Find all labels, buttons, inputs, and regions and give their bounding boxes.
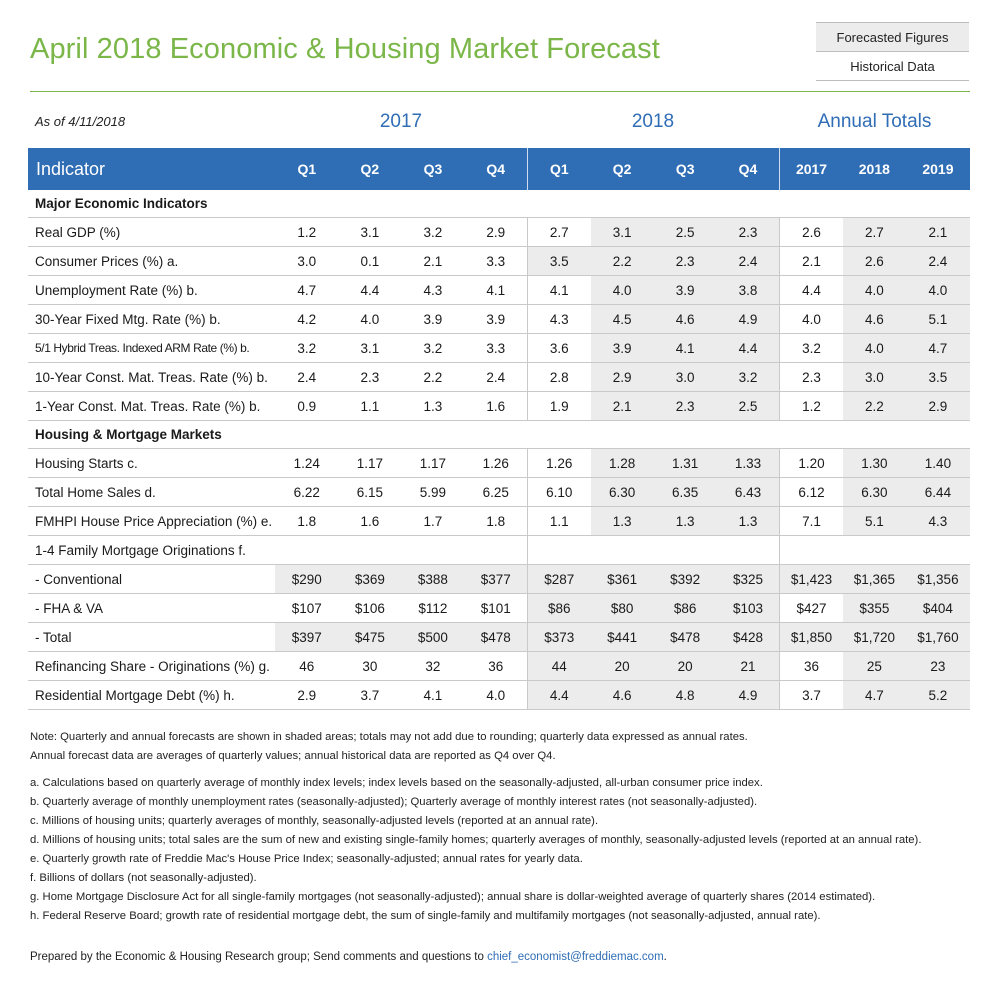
year-header-annual: Annual Totals bbox=[817, 111, 932, 132]
table-cell: 1.7 bbox=[401, 507, 464, 536]
table-row bbox=[28, 681, 970, 710]
table-cell: 2.1 bbox=[906, 218, 970, 247]
table-cell: 4.6 bbox=[591, 681, 654, 710]
table-cell: 3.8 bbox=[717, 276, 780, 305]
table-cell: 2.9 bbox=[591, 363, 654, 392]
table-cell: 6.30 bbox=[843, 478, 906, 507]
table-cell: $373 bbox=[528, 623, 591, 652]
column-header: Q3 bbox=[654, 148, 717, 190]
table-cell: $388 bbox=[401, 565, 464, 594]
table-cell: 2.4 bbox=[275, 363, 338, 392]
table-cell: 4.3 bbox=[401, 276, 464, 305]
table-cell: 1.6 bbox=[338, 507, 401, 536]
table-cell: $290 bbox=[275, 565, 338, 594]
table-body bbox=[28, 190, 970, 710]
table-row bbox=[28, 594, 970, 623]
table-cell: 6.30 bbox=[591, 478, 654, 507]
table-cell: $478 bbox=[654, 623, 717, 652]
legend-historical: Historical Data bbox=[816, 52, 969, 81]
column-header: Q1 bbox=[528, 148, 591, 190]
table-cell: $86 bbox=[654, 594, 717, 623]
table-cell: $377 bbox=[464, 565, 527, 594]
table-cell: 5.1 bbox=[906, 305, 970, 334]
table-cell: 4.4 bbox=[780, 276, 843, 305]
column-header: Q4 bbox=[464, 148, 527, 190]
table-cell: 1.31 bbox=[654, 449, 717, 478]
row-label: 30-Year Fixed Mtg. Rate (%) b. bbox=[28, 305, 275, 334]
forecast-table bbox=[28, 148, 970, 710]
table-cell: 36 bbox=[780, 652, 843, 681]
legend bbox=[816, 22, 969, 81]
table-cell: 2.4 bbox=[717, 247, 780, 276]
column-header: Q3 bbox=[401, 148, 464, 190]
table-cell: 4.7 bbox=[843, 681, 906, 710]
table-row bbox=[28, 363, 970, 392]
year-header-2018: 2018 bbox=[631, 111, 675, 132]
table-cell: $1,365 bbox=[843, 565, 906, 594]
table-cell: 3.9 bbox=[464, 305, 527, 334]
table-cell: 3.2 bbox=[780, 334, 843, 363]
table-cell: 1.6 bbox=[464, 392, 527, 421]
table-cell: 3.2 bbox=[717, 363, 780, 392]
table-cell: 3.1 bbox=[591, 218, 654, 247]
table-cell: 1.40 bbox=[906, 449, 970, 478]
table-cell: 4.7 bbox=[275, 276, 338, 305]
section-title: Housing & Mortgage Markets bbox=[28, 421, 970, 449]
table-cell: $106 bbox=[338, 594, 401, 623]
table-cell: 2.2 bbox=[591, 247, 654, 276]
table-cell: $397 bbox=[275, 623, 338, 652]
table-cell: 3.9 bbox=[591, 334, 654, 363]
table-cell: 1.8 bbox=[275, 507, 338, 536]
table-cell: 2.3 bbox=[338, 363, 401, 392]
footnote-d: d. Millions of housing units; total sales are the sum of new and existing single-family homes; quarterly averages of monthly, seasonally-adjusted levels (reported at an annual rate). bbox=[30, 834, 922, 846]
table-row bbox=[28, 276, 970, 305]
row-label: Residential Mortgage Debt (%) h. bbox=[28, 681, 275, 710]
page-title: April 2018 Economic & Housing Market Forecast bbox=[30, 33, 660, 65]
column-header: Q1 bbox=[275, 148, 338, 190]
email-link[interactable]: chief_economist@freddiemac.com bbox=[487, 951, 664, 963]
table-cell: 1.2 bbox=[780, 392, 843, 421]
table-cell: 2.3 bbox=[780, 363, 843, 392]
table-cell: 1.28 bbox=[591, 449, 654, 478]
table-cell: 2.9 bbox=[464, 218, 527, 247]
table-cell: 5.99 bbox=[401, 478, 464, 507]
row-label: Housing Starts c. bbox=[28, 449, 275, 478]
table-cell: $355 bbox=[843, 594, 906, 623]
table-cell: 2.7 bbox=[843, 218, 906, 247]
table-cell: 3.2 bbox=[401, 218, 464, 247]
table-cell: 2.2 bbox=[843, 392, 906, 421]
table-cell: $287 bbox=[528, 565, 591, 594]
table-cell: 1.1 bbox=[528, 507, 591, 536]
table-cell: 46 bbox=[275, 652, 338, 681]
table-cell: 7.1 bbox=[780, 507, 843, 536]
table-cell: 4.8 bbox=[654, 681, 717, 710]
table-cell: 4.2 bbox=[275, 305, 338, 334]
table-cell: 1.26 bbox=[528, 449, 591, 478]
table-cell: $325 bbox=[717, 565, 780, 594]
footnote-a: a. Calculations based on quarterly average of monthly index levels; index levels based on the seasonally-adjusted, all-urban consumer price index. bbox=[30, 777, 763, 789]
table-cell: 2.6 bbox=[843, 247, 906, 276]
table-cell: 25 bbox=[843, 652, 906, 681]
column-header: Q2 bbox=[338, 148, 401, 190]
table-cell: 2.3 bbox=[654, 247, 717, 276]
table-cell: $107 bbox=[275, 594, 338, 623]
table-cell: 3.5 bbox=[906, 363, 970, 392]
table-cell bbox=[338, 536, 401, 565]
footnote-b: b. Quarterly average of monthly unemployment rates (seasonally-adjusted); Quarterly average of monthly interest rates (not seasonally-adjusted). bbox=[30, 796, 758, 808]
table-cell bbox=[717, 536, 780, 565]
title-divider bbox=[30, 91, 970, 92]
table-cell: 6.10 bbox=[528, 478, 591, 507]
column-header: 2019 bbox=[906, 148, 970, 190]
table-cell: 2.6 bbox=[780, 218, 843, 247]
year-header-2017: 2017 bbox=[379, 111, 423, 132]
row-label: - Conventional bbox=[28, 565, 275, 594]
table-cell: 4.9 bbox=[717, 305, 780, 334]
table-cell: 3.7 bbox=[780, 681, 843, 710]
table-cell: 4.0 bbox=[464, 681, 527, 710]
table-cell: 2.2 bbox=[401, 363, 464, 392]
table-cell: $112 bbox=[401, 594, 464, 623]
table-cell: 4.7 bbox=[906, 334, 970, 363]
table-cell: 0.9 bbox=[275, 392, 338, 421]
row-label: Total Home Sales d. bbox=[28, 478, 275, 507]
table-cell: 2.5 bbox=[654, 218, 717, 247]
table-cell: 4.4 bbox=[528, 681, 591, 710]
table-cell: 4.0 bbox=[780, 305, 843, 334]
table-cell: 3.6 bbox=[528, 334, 591, 363]
notes bbox=[30, 728, 970, 926]
table-cell: $103 bbox=[717, 594, 780, 623]
table-cell: $475 bbox=[338, 623, 401, 652]
row-label: 10-Year Const. Mat. Treas. Rate (%) b. bbox=[28, 363, 275, 392]
table-cell: 4.6 bbox=[843, 305, 906, 334]
table-cell: $428 bbox=[717, 623, 780, 652]
table-cell bbox=[780, 536, 843, 565]
table-cell: 3.2 bbox=[401, 334, 464, 363]
table-cell: 20 bbox=[654, 652, 717, 681]
table-cell: 6.44 bbox=[906, 478, 970, 507]
column-header: 2017 bbox=[780, 148, 843, 190]
table-cell bbox=[528, 536, 591, 565]
row-label: 1-4 Family Mortgage Originations f. bbox=[28, 536, 275, 565]
table-cell: 20 bbox=[591, 652, 654, 681]
table-cell: 36 bbox=[464, 652, 527, 681]
table-cell: 1.8 bbox=[464, 507, 527, 536]
table-cell: 1.1 bbox=[338, 392, 401, 421]
table-cell: 3.9 bbox=[654, 276, 717, 305]
table-cell: 1.20 bbox=[780, 449, 843, 478]
table-cell: 2.1 bbox=[591, 392, 654, 421]
table-cell: $404 bbox=[906, 594, 970, 623]
table-row bbox=[28, 305, 970, 334]
table-cell: 2.4 bbox=[464, 363, 527, 392]
table-cell: 6.43 bbox=[717, 478, 780, 507]
column-header: Q2 bbox=[591, 148, 654, 190]
legend-forecasted: Forecasted Figures bbox=[816, 22, 969, 52]
table-cell bbox=[906, 536, 970, 565]
table-cell: 6.25 bbox=[464, 478, 527, 507]
table-cell: 1.26 bbox=[464, 449, 527, 478]
table-cell: 3.0 bbox=[843, 363, 906, 392]
table-cell: 3.3 bbox=[464, 334, 527, 363]
table-cell: $80 bbox=[591, 594, 654, 623]
table-cell: 1.24 bbox=[275, 449, 338, 478]
table-header-row bbox=[28, 148, 970, 190]
section-header-row bbox=[28, 421, 970, 449]
table-cell: $361 bbox=[591, 565, 654, 594]
table-cell: $1,760 bbox=[906, 623, 970, 652]
table-cell: 4.1 bbox=[464, 276, 527, 305]
table-cell: $1,720 bbox=[843, 623, 906, 652]
table-row bbox=[28, 507, 970, 536]
table-cell: 1.33 bbox=[717, 449, 780, 478]
note-line: Annual forecast data are averages of quarterly values; annual historical data are reported as Q4 over Q4. bbox=[30, 750, 556, 762]
table-cell: 2.1 bbox=[780, 247, 843, 276]
table-cell: 3.5 bbox=[528, 247, 591, 276]
table-cell: 3.0 bbox=[275, 247, 338, 276]
table-cell bbox=[464, 536, 527, 565]
table-cell: 5.2 bbox=[906, 681, 970, 710]
table-cell: $500 bbox=[401, 623, 464, 652]
table-cell: $86 bbox=[528, 594, 591, 623]
table-cell: 2.9 bbox=[906, 392, 970, 421]
footnote-e: e. Quarterly growth rate of Freddie Mac's House Price Index; seasonally-adjusted; annual rates for yearly data. bbox=[30, 853, 583, 865]
table-cell: 1.2 bbox=[275, 218, 338, 247]
table-cell: 5.1 bbox=[843, 507, 906, 536]
prepared-end: . bbox=[663, 951, 667, 963]
table-cell: 3.3 bbox=[464, 247, 527, 276]
table-cell: 2.7 bbox=[528, 218, 591, 247]
table-cell: $1,356 bbox=[906, 565, 970, 594]
table-cell: $1,423 bbox=[780, 565, 843, 594]
table-cell: 1.3 bbox=[717, 507, 780, 536]
footnote-g: g. Home Mortgage Disclosure Act for all single-family mortgages (not seasonally-adjusted); annual share is dollar-weighted average of quarterly shares (2014 estimated). bbox=[30, 891, 876, 903]
row-label: Real GDP (%) bbox=[28, 218, 275, 247]
table-cell: 1.3 bbox=[654, 507, 717, 536]
table-cell: 4.5 bbox=[591, 305, 654, 334]
table-cell: 4.1 bbox=[401, 681, 464, 710]
table-cell: 4.0 bbox=[843, 334, 906, 363]
table-cell: 3.1 bbox=[338, 218, 401, 247]
table-row bbox=[28, 392, 970, 421]
table-cell: 4.0 bbox=[906, 276, 970, 305]
section-title: Major Economic Indicators bbox=[28, 190, 970, 218]
table-cell: 3.9 bbox=[401, 305, 464, 334]
table-cell bbox=[654, 536, 717, 565]
table-cell: 3.7 bbox=[338, 681, 401, 710]
row-label: Unemployment Rate (%) b. bbox=[28, 276, 275, 305]
table-cell: 1.30 bbox=[843, 449, 906, 478]
table-cell: 6.12 bbox=[780, 478, 843, 507]
table-cell: 2.9 bbox=[275, 681, 338, 710]
table-row bbox=[28, 449, 970, 478]
table-cell: 2.3 bbox=[654, 392, 717, 421]
table-cell: 32 bbox=[401, 652, 464, 681]
table-cell: 2.4 bbox=[906, 247, 970, 276]
table-cell: 3.1 bbox=[338, 334, 401, 363]
row-label: FMHPI House Price Appreciation (%) e. bbox=[28, 507, 275, 536]
table-cell: 4.1 bbox=[654, 334, 717, 363]
table-cell: $392 bbox=[654, 565, 717, 594]
table-cell: 4.0 bbox=[843, 276, 906, 305]
note-line: Note: Quarterly and annual forecasts are shown in shaded areas; totals may not add due to rounding; quarterly data expressed as annual rates. bbox=[30, 731, 748, 743]
table-cell: 4.1 bbox=[528, 276, 591, 305]
table-cell: 2.3 bbox=[717, 218, 780, 247]
table-cell: 4.4 bbox=[717, 334, 780, 363]
table-row bbox=[28, 478, 970, 507]
table-cell: 6.15 bbox=[338, 478, 401, 507]
row-label: 1-Year Const. Mat. Treas. Rate (%) b. bbox=[28, 392, 275, 421]
as-of-date: As of 4/11/2018 bbox=[35, 114, 126, 129]
table-cell: 4.3 bbox=[528, 305, 591, 334]
table-cell: 44 bbox=[528, 652, 591, 681]
table-row bbox=[28, 334, 970, 363]
table-cell: 1.3 bbox=[401, 392, 464, 421]
footnote-h: h. Federal Reserve Board; growth rate of residential mortgage debt, the sum of single-family and multifamily mortgages (not seasonally-adjusted, annual rate). bbox=[30, 910, 821, 922]
table-cell: 1.17 bbox=[401, 449, 464, 478]
table-cell: 2.5 bbox=[717, 392, 780, 421]
table-cell: $1,850 bbox=[780, 623, 843, 652]
table-cell: 6.35 bbox=[654, 478, 717, 507]
table-row bbox=[28, 536, 970, 565]
table-cell: $369 bbox=[338, 565, 401, 594]
table-cell: 2.8 bbox=[528, 363, 591, 392]
table-cell: 6.22 bbox=[275, 478, 338, 507]
row-label: - Total bbox=[28, 623, 275, 652]
table-cell: 4.4 bbox=[338, 276, 401, 305]
table-cell: 1.17 bbox=[338, 449, 401, 478]
table-cell: 4.3 bbox=[906, 507, 970, 536]
table-row bbox=[28, 247, 970, 276]
table-cell: $441 bbox=[591, 623, 654, 652]
table-cell: 1.9 bbox=[528, 392, 591, 421]
table-cell: 2.1 bbox=[401, 247, 464, 276]
table-cell bbox=[591, 536, 654, 565]
row-label: 5/1 Hybrid Treas. Indexed ARM Rate (%) b. bbox=[28, 334, 275, 363]
column-header: Indicator bbox=[28, 148, 275, 190]
column-header: Q4 bbox=[717, 148, 780, 190]
prepared-text: Prepared by the Economic & Housing Research group; Send comments and questions to bbox=[30, 951, 488, 963]
table-row bbox=[28, 623, 970, 652]
table-cell bbox=[275, 536, 338, 565]
footnote-f: f. Billions of dollars (not seasonally-adjusted). bbox=[30, 872, 257, 884]
table-cell: 4.0 bbox=[591, 276, 654, 305]
table-cell: $101 bbox=[464, 594, 527, 623]
table-cell: 23 bbox=[906, 652, 970, 681]
table-row bbox=[28, 218, 970, 247]
table-cell: 4.0 bbox=[338, 305, 401, 334]
table-cell bbox=[843, 536, 906, 565]
column-header: 2018 bbox=[843, 148, 906, 190]
table-cell: 1.3 bbox=[591, 507, 654, 536]
table-row bbox=[28, 652, 970, 681]
table-cell: 4.6 bbox=[654, 305, 717, 334]
table-cell: 30 bbox=[338, 652, 401, 681]
table-cell: $427 bbox=[780, 594, 843, 623]
row-label: Refinancing Share - Originations (%) g. bbox=[28, 652, 275, 681]
table-cell: $478 bbox=[464, 623, 527, 652]
section-header-row bbox=[28, 190, 970, 218]
footnote-c: c. Millions of housing units; quarterly averages of monthly, seasonally-adjusted levels (reported at an annual rate). bbox=[30, 815, 599, 827]
table-cell: 3.2 bbox=[275, 334, 338, 363]
table-cell bbox=[401, 536, 464, 565]
table-cell: 21 bbox=[717, 652, 780, 681]
prepared-by bbox=[30, 951, 667, 963]
table-cell: 0.1 bbox=[338, 247, 401, 276]
table-cell: 4.9 bbox=[717, 681, 780, 710]
table-row bbox=[28, 565, 970, 594]
table-cell: 3.0 bbox=[654, 363, 717, 392]
row-label: Consumer Prices (%) a. bbox=[28, 247, 275, 276]
row-label: - FHA & VA bbox=[28, 594, 275, 623]
